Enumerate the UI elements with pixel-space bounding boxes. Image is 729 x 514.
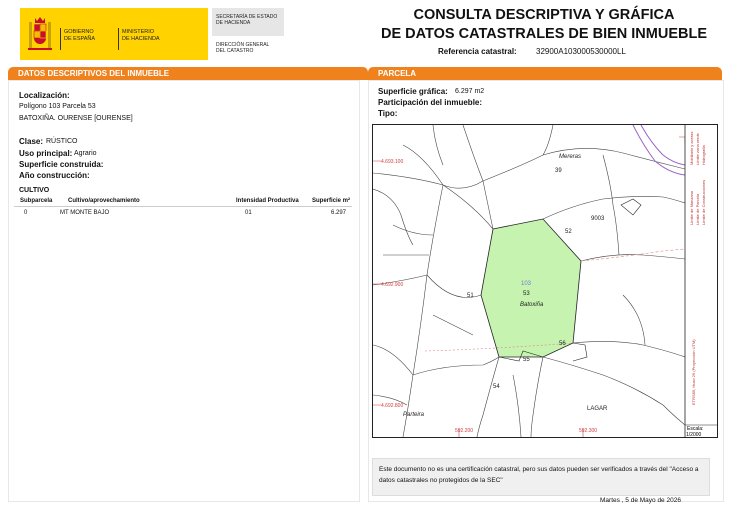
legend-item-4: Límite zona verde bbox=[695, 133, 700, 165]
legend-item-2: Límite de Construcciones bbox=[701, 179, 706, 225]
localizacion-line2: BATOXIÑA. OURENSE [OURENSE] bbox=[19, 115, 133, 122]
label-52: 52 bbox=[565, 229, 572, 235]
label-9003: 9003 bbox=[591, 216, 605, 222]
coord-x-right: 592.300 bbox=[579, 428, 598, 434]
secretariat-block bbox=[212, 8, 284, 36]
label-batoxina: Batoxiña bbox=[520, 302, 544, 308]
cell-cultivo: MT MONTE BAJO bbox=[60, 210, 110, 216]
sec-line2: DE HACIENDA bbox=[216, 20, 251, 26]
cell-intensidad: 01 bbox=[245, 210, 252, 216]
crs-note: ETRS89, Huso 29 (Proyección UTM) bbox=[691, 339, 696, 405]
right-panel-title: PARCELA bbox=[368, 67, 722, 80]
ministry-divider bbox=[118, 28, 119, 50]
left-panel-title: DATOS DESCRIPTIVOS DEL INMUEBLE bbox=[8, 67, 368, 80]
superficie-construida-label: Superficie construida: bbox=[19, 160, 104, 169]
coord-y-bot: 4.692.800 bbox=[381, 403, 404, 409]
tipo-label: Tipo: bbox=[378, 109, 398, 118]
gov-line2: DE ESPAÑA bbox=[64, 36, 96, 42]
uso-label: Uso principal: bbox=[19, 149, 73, 158]
map-drawing bbox=[373, 125, 717, 437]
ref-label: Referencia catastral: bbox=[438, 47, 517, 56]
legend-item-5: Hidrografía bbox=[701, 145, 706, 165]
dg-line1: DIRECCIÓN GENERAL bbox=[216, 42, 270, 48]
label-39: 39 bbox=[555, 168, 562, 174]
legend-item-0: Límite de Manzana bbox=[689, 190, 694, 225]
uso-value: Agrario bbox=[74, 150, 97, 157]
col-superficie: Superficie m² bbox=[312, 198, 351, 204]
cell-superficie: 6.297 bbox=[331, 210, 347, 216]
col-intensidad: Intensidad Productiva bbox=[236, 198, 299, 204]
notice-text: Este documento no es una certificación catastral, pero sus datos pueden ser verificados a través del "Acceso a datos catastrales no protegidos de la SEC" bbox=[379, 466, 699, 484]
legend-item-1: Límite de Parcela bbox=[695, 193, 700, 225]
table-row bbox=[14, 210, 352, 219]
coord-x-left: 592.200 bbox=[455, 428, 474, 434]
label-51: 51 bbox=[467, 293, 474, 299]
ministry-line1: MINISTERIO bbox=[122, 29, 155, 35]
logo-divider bbox=[60, 28, 61, 50]
sec-line1: SECRETARÍA DE ESTADO bbox=[216, 14, 278, 20]
anio-construccion-label: Año construcción: bbox=[19, 171, 90, 180]
cultivo-title: CULTIVO bbox=[19, 187, 50, 194]
cadastral-map[interactable] bbox=[372, 124, 718, 438]
label-55: 55 bbox=[523, 357, 530, 363]
coord-y-mid: 4.692.900 bbox=[381, 282, 404, 288]
clase-value: RÚSTICO bbox=[46, 138, 78, 145]
label-parteira: Parteira bbox=[403, 412, 425, 418]
scale-label: Escala: bbox=[687, 426, 704, 432]
superficie-grafica-label: Superficie gráfica: bbox=[378, 87, 448, 96]
col-cultivo: Cultivo/aprovechamiento bbox=[68, 198, 140, 204]
label-lagar: LAGAR bbox=[587, 406, 608, 412]
coat-of-arms-icon bbox=[26, 14, 54, 54]
col-subparcela: Subparcela bbox=[20, 198, 53, 204]
cell-subparcela: 0 bbox=[24, 210, 28, 216]
government-logo-block bbox=[20, 8, 208, 60]
coord-y-top: 4.693.100 bbox=[381, 159, 404, 165]
clase-label: Clase: bbox=[19, 137, 44, 146]
scale-value: 1/2000 bbox=[686, 432, 702, 437]
label-mereras: Mereras bbox=[559, 154, 582, 160]
document-title-line1: CONSULTA DESCRIPTIVA Y GRÁFICA bbox=[413, 7, 675, 23]
localizacion-label: Localización: bbox=[19, 91, 70, 100]
cultivo-table-header bbox=[14, 197, 352, 207]
dg-line2: DEL CATASTRO bbox=[216, 48, 254, 54]
legend-item-3: Mobiliario y aceras bbox=[689, 131, 694, 165]
label-54: 54 bbox=[493, 384, 500, 390]
label-103: 103 bbox=[521, 281, 532, 287]
localizacion-line1: Polígono 103 Parcela 53 bbox=[19, 103, 96, 110]
label-53: 53 bbox=[523, 291, 530, 297]
document-date: Martes , 5 de Mayo de 2026 bbox=[600, 497, 681, 504]
participacion-label: Participación del inmueble: bbox=[378, 98, 483, 107]
ref-value: 32900A103000530000LL bbox=[536, 47, 626, 56]
document-title-line2: DE DATOS CATASTRALES DE BIEN INMUEBLE bbox=[381, 26, 707, 42]
ministry-line2: DE HACIENDA bbox=[122, 36, 160, 42]
target-parcel bbox=[481, 219, 581, 357]
superficie-grafica-value: 6.297 m2 bbox=[455, 88, 485, 95]
map-legend bbox=[689, 132, 706, 405]
notice-box bbox=[372, 458, 710, 496]
gov-line1: GOBIERNO bbox=[64, 29, 94, 35]
label-56: 56 bbox=[559, 341, 566, 347]
